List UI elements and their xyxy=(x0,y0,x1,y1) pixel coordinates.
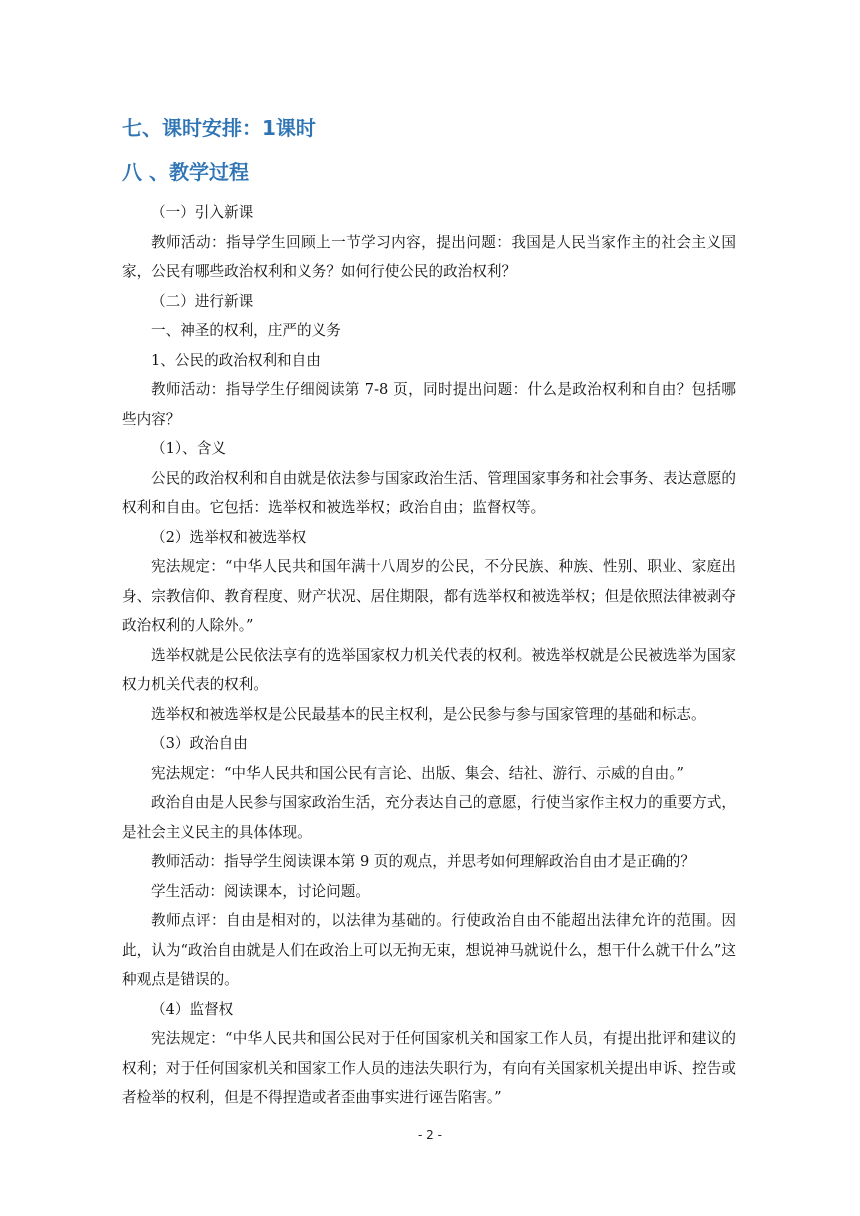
section-heading-process: 八 、教学过程 xyxy=(122,160,249,184)
page-number: - 2 - xyxy=(418,1128,442,1142)
paragraph: 宪法规定：“中华人民共和国公民对于任何国家机关和国家工作人员，有提出批评和建议的权利；对于任何国家机关和国家工作人员的违法失职行为，有向有关国家机关提出申诉、控告或者检举的权利，但是不得捏造或者歪曲事实进行诬告陷害。” xyxy=(122,1030,736,1106)
paragraph: 选举权和被选举权是公民最基本的民主权利，是公民参与参与国家管理的基础和标志。 xyxy=(151,705,706,723)
paragraph: 宪法规定：“中华人民共和国年满十八周岁的公民，不分民族、种族、性别、职业、家庭出身、宗教信仰、教育程度、财产状况、居住期限，都有选举权和被选举权；但是依照法律被剥夺政治权利的人除外。” xyxy=(122,558,736,634)
paragraph: 教师点评：自由是相对的，以法律为基础的。行使政治自由不能超出法律允许的范围。因此，认为“政治自由就是人们在政治上可以无拘无束，想说神马就说什么，想干什么就干什么”这种观点是错误的。 xyxy=(122,912,736,988)
paragraph: 选举权就是公民依法享有的选举国家权力机关代表的权利。被选举权就是公民被选举为国家权力机关代表的权利。 xyxy=(122,646,736,693)
paragraph: （一）引入新课 xyxy=(151,204,254,221)
paragraph: 一、神圣的权利，庄严的义务 xyxy=(151,322,341,339)
paragraph: 学生活动：阅读课本，讨论问题。 xyxy=(151,882,370,900)
paragraph: 宪法规定：“中华人民共和国公民有言论、出版、集会、结社、游行、示威的自由。” xyxy=(151,764,684,782)
paragraph: 教师活动：指导学生仔细阅读第 7-8 页，同时提出问题：什么是政治权利和自由？包括哪些内容？ xyxy=(122,381,736,428)
paragraph: （2）选举权和被选举权 xyxy=(151,528,307,546)
paragraph: 政治自由是人民参与国家政治生活，充分表达自己的意愿，行使当家作主权力的重要方式，是社会主义民主的具体体现。 xyxy=(122,794,736,841)
body-text xyxy=(122,198,736,1113)
paragraph: （4）监督权 xyxy=(151,1000,234,1018)
paragraph: 教师活动：指导学生阅读课本第 9 页的观点，并思考如何理解政治自由才是正确的？ xyxy=(151,853,695,870)
paragraph: （3）政治自由 xyxy=(151,735,248,752)
paragraph: （二）进行新课 xyxy=(151,292,254,310)
paragraph: 1、公民的政治权利和自由 xyxy=(151,351,321,369)
section-heading-schedule: 七、课时安排：1课时 xyxy=(122,116,316,140)
paragraph: 公民的政治权利和自由就是依法参与国家政治生活、管理国家事务和社会事务、表达意愿的权利和自由。它包括：选举权和被选举权；政治自由；监督权等。 xyxy=(122,469,736,516)
paragraph: （1）、含义 xyxy=(151,440,226,457)
paragraph: 教师活动：指导学生回顾上一节学习内容，提出问题：我国是人民当家作主的社会主义国家，公民有哪些政治权利和义务？如何行使公民的政治权利？ xyxy=(122,233,736,280)
